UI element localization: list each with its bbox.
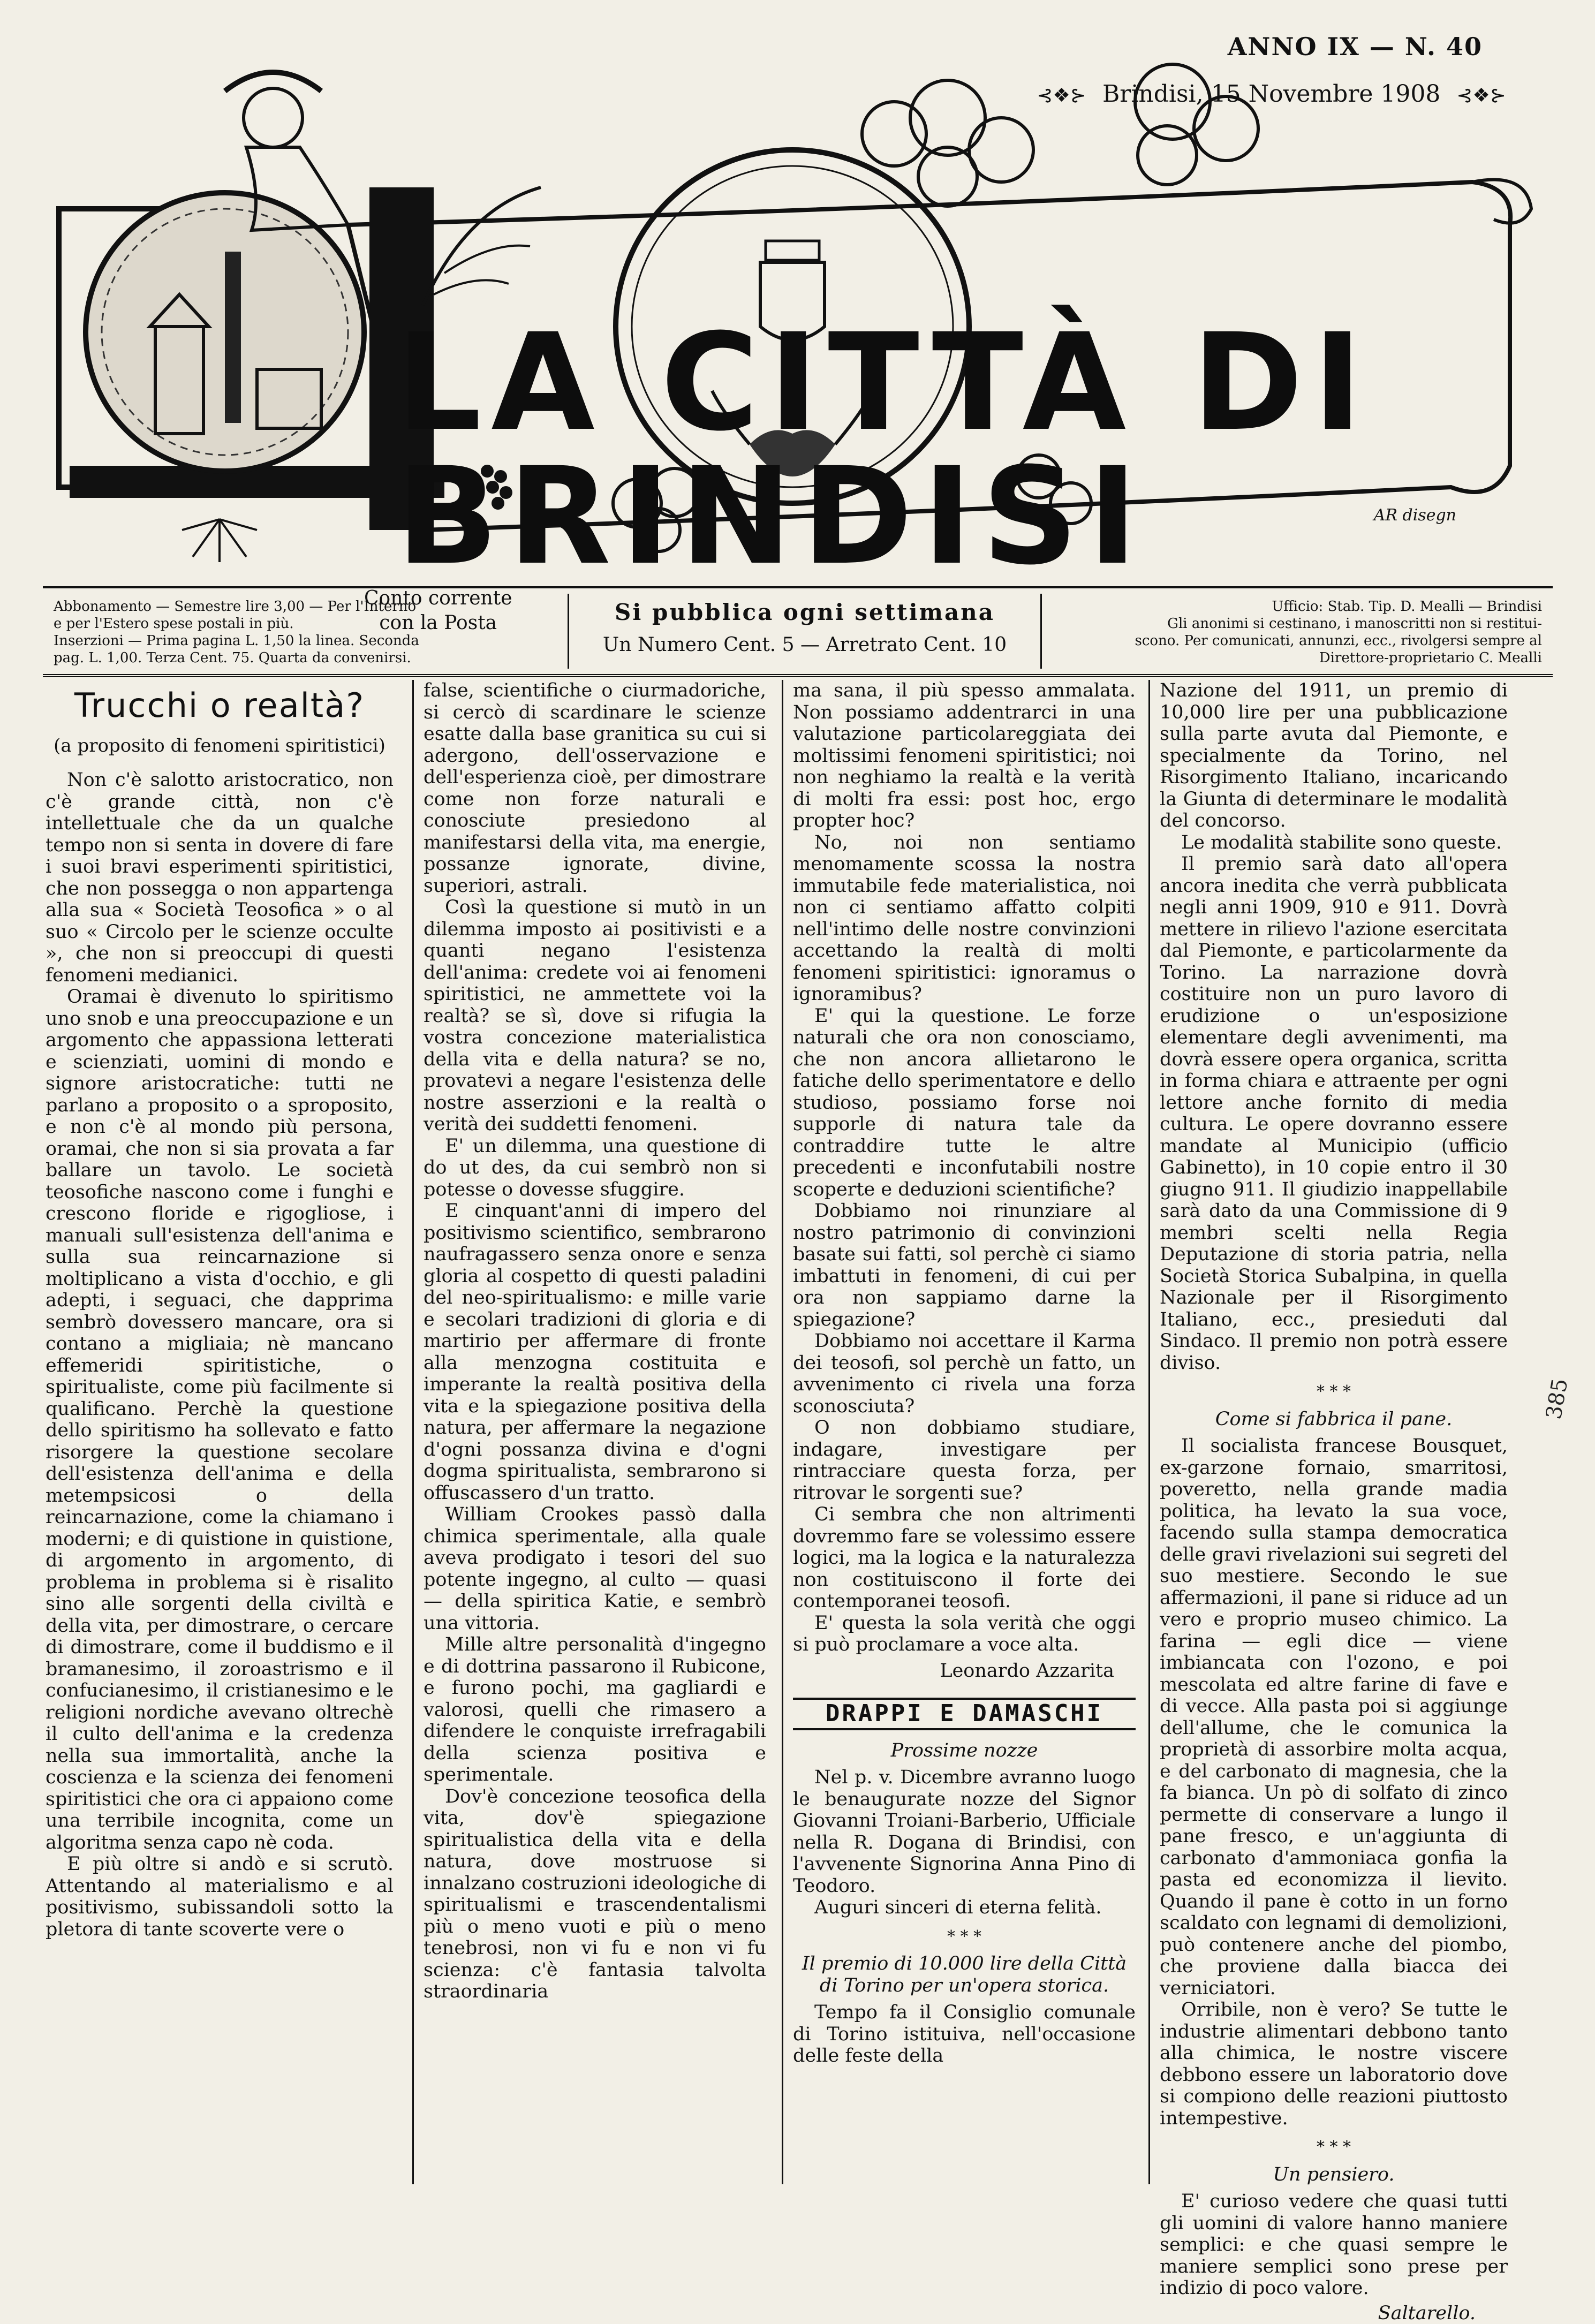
separator-stars: * * * xyxy=(1160,2137,1508,2159)
sub-heading: Prossime nozze xyxy=(793,1740,1136,1762)
paragraph: William Crookes passò dalla chimica sperimentale, alla quale aveva prodigato i tesori del suo potente ingegno, al culto — quasi — della spiritica Katie, e sembrò una vittoria. xyxy=(424,1504,766,1634)
paragraph: O non dobbiamo studiare, indagare, investigare per rintracciare questa forza, per ritrovar le sorgenti sue? xyxy=(793,1417,1136,1504)
masthead xyxy=(48,48,1542,562)
paragraph: Non c'è salotto aristocratico, non c'è grande città, non c'è intellettuale che da un qualche tempo non si senta in dovere di fare i suoi bravi esperimenti spiritistici, che non possegga o non appartenga alla sua « Società Teosofica » o al suo « Circolo per le scienze occulte », che non si preoccupi di questi fenomeni medianici. xyxy=(46,769,394,986)
info-band xyxy=(43,586,1553,677)
conto-line-2: con la Posta xyxy=(364,611,512,635)
band-right-line: Gli anonimi si cestinano, i manoscritti non si restitui- xyxy=(1060,615,1542,632)
ornament-right-icon: ⊰❖⊱ xyxy=(1456,85,1506,107)
band-right-line: Direttore-proprietario C. Mealli xyxy=(1060,649,1542,667)
sub-heading: Il premio di 10.000 lire della Città di Torino per un'opera storica. xyxy=(793,1953,1136,1996)
paragraph: Nel p. v. Dicembre avranno luogo le benaugurate nozze del Signor Giovanni Troiani-Barberio, Ufficiale nella R. Dogana di Brindisi, con l'avvenente Signorina Anna Pino di Teodoro. xyxy=(793,1767,1136,1897)
ornament-left-icon: ⊰❖⊱ xyxy=(1037,85,1086,107)
publication-frequency: Si pubblica ogni settimana xyxy=(569,599,1040,625)
paragraph: Oramai è divenuto lo spiritismo uno snob e una preoccupazione e un argomento che appassiona letterati e scienziati, uomini di mondo e signore aristocratiche: tutti ne parlano a proposito o a sproposito, e non c'è al mondo più persona, oramai, che non si sia provata a far ballare un tavolo. Le società teosofiche nascono come i funghi e crescono floride e rigogliose, i manuali sull'esistenza dell'anima e sulla sua reincarnazione si moltiplicano a vista d'occhio, e gli adepti, i seguaci, che dapprima sembrò dovessero mancare, ora si contano a migliaia; nè mancano effemeridi spiritistiche, o spiritualiste, come più facilmente si qualificano. Perchè la questione dello spiritismo ha sollevato e fatto risorgere la questione secolare dell'esistenza dell'anima e della metempsicosi o della reincarnazione, come la chiamano i moderni; e di quistione in quistione, di argomento in argomento, di problema in problema si è risalito sino alle sorgenti della civiltà e della vita, per dimostrare, o cercare di dimostrare, come il buddismo e il bramanesimo, il zoroastrismo e il confucianesimo, il cristianesimo e le religioni nordiche avevano oltrechè il culto dell'anima e la credenza nella sua immortalità, anche la coscienza e la scienza dei fenomeni spiritistici che ora ci appaiono come una terribile incognita, come un algoritma senza capo nè coda. xyxy=(46,986,394,1853)
sub-heading: Un pensiero. xyxy=(1160,2164,1508,2186)
paragraph: E più oltre si andò e si scrutò. Attentando al materialismo e al positivismo, subissandoli sotto la pletora di tante scoverte vere o xyxy=(46,1853,394,1940)
paragraph: Auguri sinceri di eterna felità. xyxy=(793,1897,1136,1919)
paragraph: false, scientifiche o ciurmadoriche, si cercò di scardinare le scienze esatte dalla base granitica su cui si adergono, dell'osservazione e dell'esperienza cioè, per dimostrare come non forze naturali e conosciute presiedono al manifestarsi della vita, ma energie, possanze ignorate, divine, superiori, astrali. xyxy=(424,680,766,897)
article-author: Leonardo Azzarita xyxy=(793,1660,1136,1682)
publication-info xyxy=(568,594,1042,669)
paragraph: ma sana, il più spesso ammalata. Non possiamo addentrarci in una valutazione particolareggiata dei moltissimi fenomeni spiritistici; noi non neghiamo la realtà e la verità di molti fra essi: post hoc, ergo propter hoc? xyxy=(793,680,1136,832)
paragraph: Il premio sarà dato all'opera ancora inedita che verrà pubblicata negli anni 1909, 910 e 911. Dovrà mettere in rilievo l'azione esercitata dal Piemonte, e particolarmente da Torino. La narrazione dovrà costituire non un puro lavoro di erudizione o un'esposizione elementare degli avvenimenti, ma dovrà essere opera organica, scritta in forma chiara e attraente per ogni lettore anche fornito di media cultura. Le opere dovranno essere mandate al Municipio (ufficio Gabinetto), in 10 copie entro il 30 giugno 911. Il giudizio inappellabile sarà dato da una Commissione di 9 membri scelti nella Regia Deputazione di storia patria, nella Società Storica Subalpina, in quella Nazionale per il Risorgimento Italiano, ecc., presieduti dal Sindaco. Il premio non potrà essere diviso. xyxy=(1160,853,1508,1374)
office-info xyxy=(1060,598,1542,667)
subscription-info xyxy=(54,598,525,667)
price-info: Un Numero Cent. 5 — Arretrato Cent. 10 xyxy=(569,634,1040,656)
paragraph: Dov'è concezione teosofica della vita, dov'è spiegazione spiritualistica della vita e della natura, dove mostruose si innalzano costruzioni ideologiche di spiritualismi e trascendentalismi più o meno vuoti e più o meno tenebrosi, non vi fu e non vi fu scienza: c'è fantasia talvolta straordinaria xyxy=(424,1786,766,2003)
paragraph: E' qui la questione. Le forze naturali che ora non conosciamo, che non ancora allietarono le fatiche dello sperimentatore e dello studioso, possiamo forse noi supporle di natura tale da contraddire tutte le altre precedenti e inconfutabili nostre scoperte e deduzioni scientifiche? xyxy=(793,1005,1136,1201)
column-3 xyxy=(782,680,1136,2184)
separator-stars: * * * xyxy=(793,1926,1136,1948)
paragraph: Tempo fa il Consiglio comunale di Torino istituiva, nell'occasione delle feste della xyxy=(793,2002,1136,2067)
band-left-line: Inserzioni — Prima pagina L. 1,50 la linea. Seconda xyxy=(54,632,525,649)
band-left-line: Abbonamento — Semestre lire 3,00 — Per l'Interno xyxy=(54,598,525,615)
paragraph: Nazione del 1911, un premio di 10,000 lire per una pubblicazione sulla parte avuta dal Piemonte, e specialmente da Torino, nel Risorgimento Italiano, incaricando la Giunta di determinare le modalità del concorso. xyxy=(1160,680,1508,832)
paragraph: Così la questione si mutò in un dilemma imposto ai positivisti e a quanti negano l'esistenza dell'anima: credete voi ai fenomeni spiritistici, ne ammettete voi la realtà? se sì, dove si rifugia la vostra concezione materialistica della vita e della natura? se no, provatevi a negare l'esistenza delle nostre asserzioni e la realtà o verità dei suddetti fenomeni. xyxy=(424,897,766,1135)
separator-stars: * * * xyxy=(1160,1381,1508,1403)
margin-note: 385 xyxy=(1541,1376,1573,1421)
article-subtitle: (a proposito di fenomeni spiritistici) xyxy=(46,735,394,757)
paragraph: Orribile, non è vero? Se tutte le industrie alimentari debbono tanto alla chimica, le nostre viscere debbono essere un laboratorio dove si compiono delle reazioni piuttosto intempestive. xyxy=(1160,1999,1508,2129)
paragraph: Dobbiamo noi rinunziare al nostro patrimonio di convinzioni basate sui fatti, sol perchè ci siamo imbattuti in fenomeni, di cui per ora non sappiamo darne la spiegazione? xyxy=(793,1200,1136,1330)
paragraph: Ci sembra che non altrimenti dovremmo fare se volessimo essere logici, ma la logica e la naturalezza non costituiscono il forte dei contemporanei teosofi. xyxy=(793,1504,1136,1613)
paragraph: E' un dilemma, una questione di do ut des, da cui sembrò non si potesse o dovesse sfuggire. xyxy=(424,1135,766,1201)
paragraph: Le modalità stabilite sono queste. xyxy=(1160,832,1508,854)
band-right-line: scono. Per comunicati, annunzi, ecc., rivolgersi sempre al xyxy=(1060,632,1542,649)
sub-heading: Come si fabbrica il pane. xyxy=(1160,1409,1508,1430)
paragraph: E' questa la sola verità che oggi si può proclamare a voce alta. xyxy=(793,1613,1136,1656)
conto-line-1: Conto corrente xyxy=(364,586,512,611)
artist-signature: AR disegn xyxy=(1374,506,1456,525)
section-heading: DRAPPI E DAMASCHI xyxy=(793,1698,1136,1730)
band-left-line: e per l'Estero spese postali in più. xyxy=(54,615,525,632)
paragraph: Dobbiamo noi accettare il Karma dei teosofi, sol perchè un fatto, un avvenimento ci rivela una forza sconosciuta? xyxy=(793,1330,1136,1417)
column-2 xyxy=(412,680,766,2184)
paragraph: E cinquant'anni di impero del positivismo scientifico, sembrarono naufragassero senza onore e senza gloria al cospetto di questi paladini del neo-spiritualismo: e mille varie e secolari tradizioni di gloria e di martirio per affermare di fronte alla menzogna costituita e imperante la realtà positiva della vita e la spiegazione positiva della natura, per affermare la negazione d'ogni possanza divina e d'ogni dogma spiritualista, sembrarono si offuscassero d'un tratto. xyxy=(424,1200,766,1504)
band-right-line: Ufficio: Stab. Tip. D. Mealli — Brindisi xyxy=(1060,598,1542,615)
date-text: Brindisi, 15 Novembre 1908 xyxy=(1102,80,1440,108)
paragraph: Il socialista francese Bousquet, ex-garzone fornaio, smarritosi, poveretto, nella grande madia politica, ha levato la sua voce, facendo sulla stampa democratica delle gravi rivelazioni sui segreti del suo mestiere. Secondo le sue affermazioni, il pane si riduce ad un vero e proprio museo chimico. La farina — egli dice — viene imbiancata con l'ozono, e poi mescolata ed altre farine di fave e di vecce. Alla pasta poi si aggiunge dell'allume, che le comunica la proprietà di assorbire molta acqua, e del carbonato di magnesia, che la fa bianca. Un pò di solfato di zinco permette di conservare a lungo il pane fresco, e un'aggiunta di carbonato d'ammoniaca gonfia la pasta ed economizza il lievito. Quando il pane è cotto in un forno scaldato con legnami di demolizioni, può contenere anche del piombo, che proviene dalla biacca dei verniciatori. xyxy=(1160,1435,1508,1999)
issue-number: ANNO IX — N. 40 xyxy=(1228,32,1483,61)
paragraph: E' curioso vedere che quasi tutti gli uomini di valore hanno maniere semplici: e che quasi sempre le maniere semplici sono prese per indizio di poco valore. xyxy=(1160,2191,1508,2299)
column-1 xyxy=(46,680,394,2184)
newspaper-title: LA CITTÀ DI BRINDISI xyxy=(396,316,1531,584)
article-title: Trucchi o realtà? xyxy=(46,695,394,717)
column-4 xyxy=(1148,680,1508,2184)
band-left-line: pag. L. 1,00. Terza Cent. 75. Quarta da convenirsi. xyxy=(54,649,525,667)
paragraph: No, noi non sentiamo menomamente scossa la nostra immutabile fede materialistica, noi non ci sentiamo affatto colpiti nell'intimo delle nostre convinzioni accettando la realtà di molti fenomeni spiritistici: ignoramus o ignoramibus? xyxy=(793,832,1136,1005)
paragraph: Mille altre personalità d'ingegno e di dottrina passarono il Rubicone, e furono pochi, ma gagliardi e valorosi, quelli che rimasero a difendere le conquiste irrefragabili della scienza positiva e sperimentale. xyxy=(424,1634,766,1786)
signature: Saltarello. xyxy=(1160,2303,1508,2324)
